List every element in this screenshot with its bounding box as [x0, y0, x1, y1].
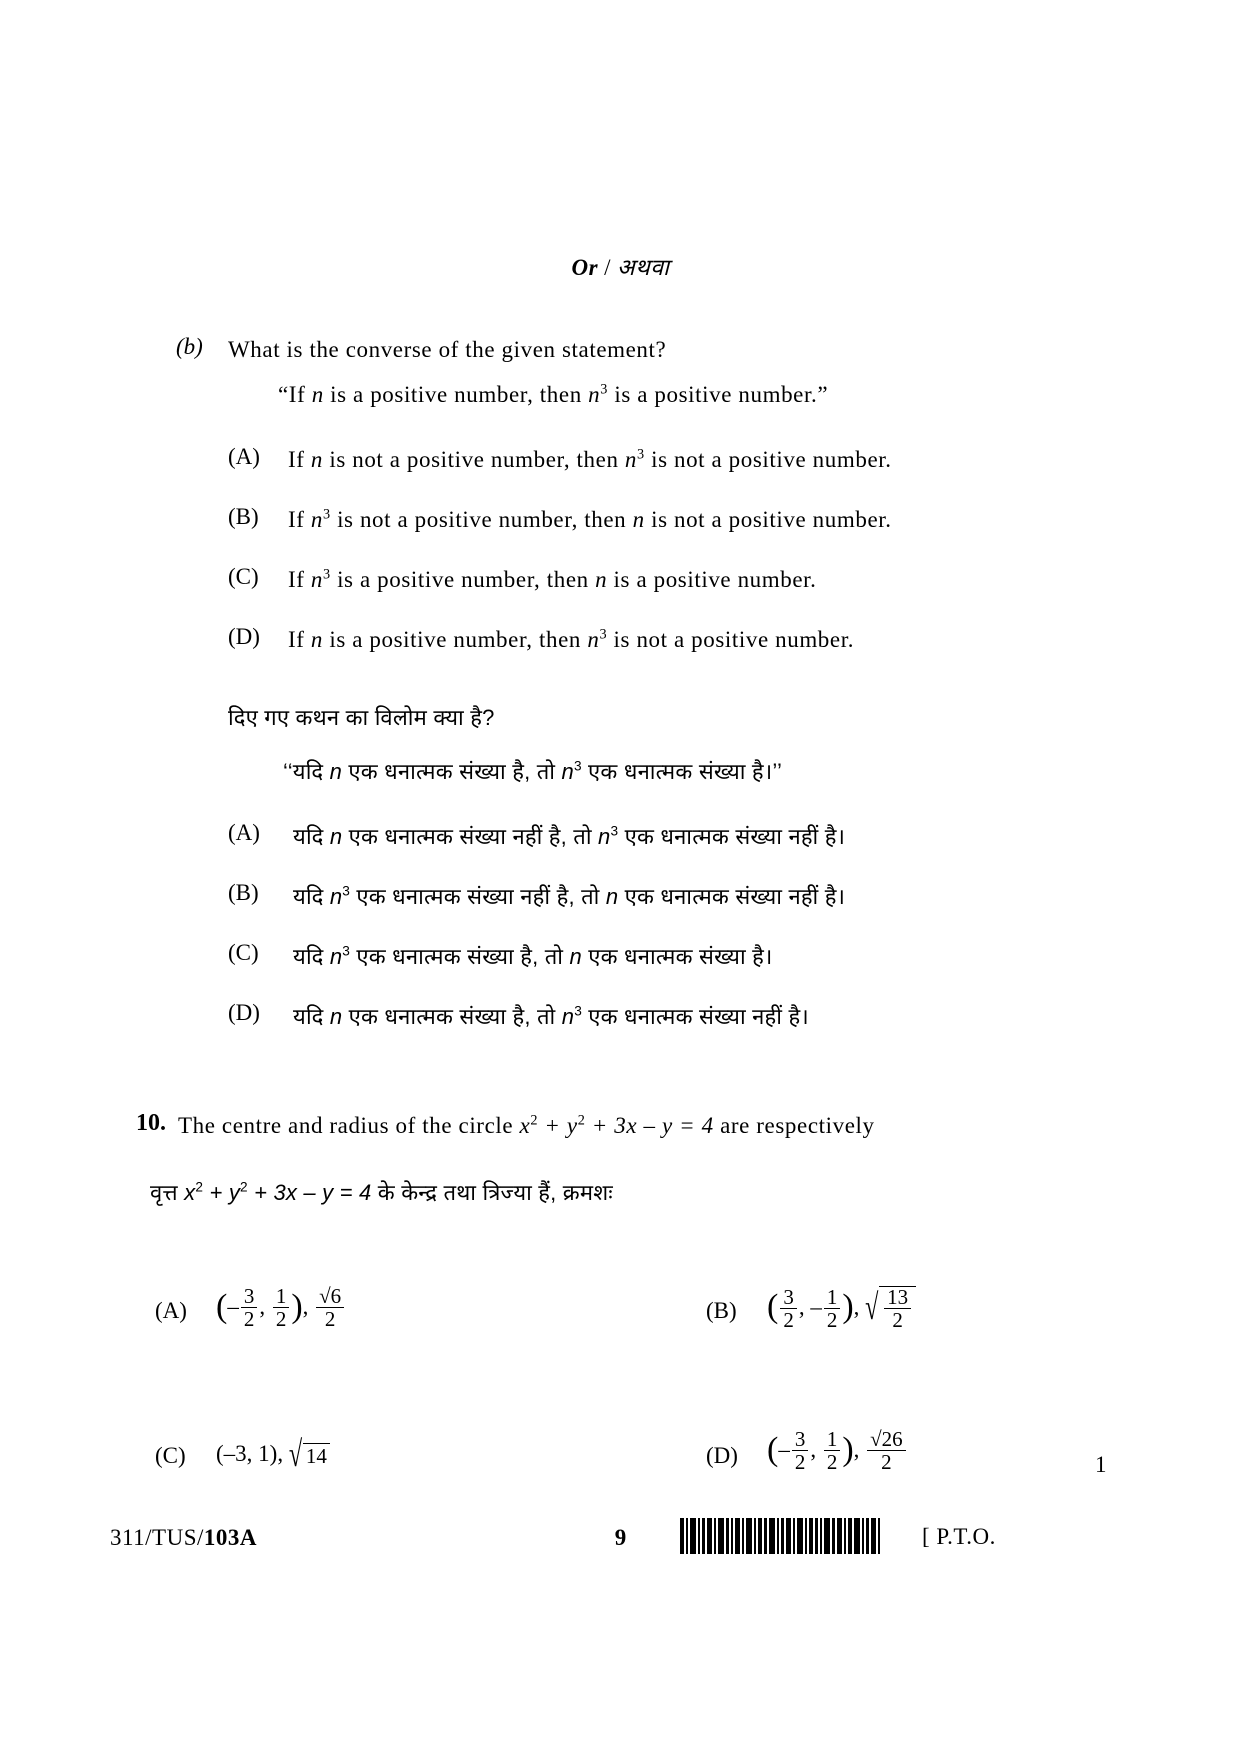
fraction-3-2-b: $\frac{3}{2}$ — [780, 1286, 797, 1331]
opt-a-hi-var1: n — [329, 824, 343, 849]
option-a-text-english[interactable] — [288, 444, 892, 475]
question-9b-quote-hindi — [283, 757, 782, 787]
fraction-sqrt26-2: $\frac{√26}{2}$ — [867, 1428, 906, 1473]
opt-c-hi-part2: एक धनात्मक संख्या है, तो — [350, 944, 570, 969]
opt-a-exp: 3 — [637, 446, 645, 463]
opt-b-hi-part1: यदि — [293, 884, 330, 909]
question-10-number: 10. — [136, 1110, 166, 1136]
option-b-text-hindi[interactable] — [293, 882, 845, 912]
opt-b-hi-part2: एक धनात्मक संख्या नहीं है, तो — [350, 884, 606, 909]
opt-b-var2: n — [632, 507, 645, 532]
opt-a-hi-var2: n — [598, 824, 611, 849]
opt-b-var1: n — [310, 507, 323, 532]
option-d-text-english[interactable] — [288, 624, 854, 655]
option-a-label-hindi[interactable]: (A) — [228, 820, 260, 845]
opt-d-part3: is not a positive number. — [607, 627, 855, 652]
fraction-1-2-d: $\frac{1}{2}$ — [824, 1428, 841, 1473]
fraction-sqrt6-2: $\frac{√6}{2}$ — [316, 1285, 344, 1330]
option-a-text-hindi[interactable] — [293, 822, 845, 852]
opt-c-hi-part1: यदि — [293, 944, 330, 969]
opt-c-hi-var1: n — [329, 944, 343, 969]
quote-hi-part3: एक धनात्मक संख्या है।’’ — [581, 759, 783, 784]
question-10-stem-english — [178, 1110, 875, 1141]
question-9b-stem-english: What is the converse of the given statement? — [228, 337, 667, 362]
option-d-text-hindi[interactable] — [293, 1002, 809, 1032]
q10-stem-hi-pre: वृत्त — [150, 1180, 185, 1205]
comma2-a: , — [302, 1293, 315, 1319]
opt-d-hi-part1: यदि — [293, 1004, 330, 1029]
paren-open-b: ( — [767, 1288, 779, 1326]
quote-part-3: is a positive number.” — [608, 382, 829, 407]
fraction-1-2-a: $\frac{1}{2}$ — [273, 1285, 290, 1330]
opt-a-part3: is not a positive number. — [644, 447, 892, 472]
quote-part-1: “If — [278, 382, 312, 407]
q10-option-d-label[interactable]: (D) — [706, 1443, 738, 1468]
paren-open-a: ( — [216, 1287, 228, 1325]
fraction-3-2-a: $\frac{3}{2}$ — [241, 1285, 258, 1330]
q10-option-a-value[interactable] — [216, 1286, 346, 1331]
option-b-text-english[interactable] — [288, 504, 892, 535]
opt-a-var2: n — [624, 447, 637, 472]
var-n-cube-base: n — [588, 382, 601, 407]
fraction-1-2-b: $\frac{1}{2}$ — [824, 1286, 841, 1331]
opt-c-part2: is a positive number, then — [330, 567, 596, 592]
opt-c-var1: n — [310, 567, 323, 592]
q10-option-d-value[interactable] — [767, 1429, 908, 1474]
opt-d-var2: n — [587, 627, 600, 652]
paper-code-prefix: 311/TUS/ — [110, 1525, 204, 1550]
opt-d-hi-exp: 3 — [574, 1003, 582, 1019]
opt-c-hi-var2: n — [569, 944, 582, 969]
option-d-label-hindi[interactable]: (D) — [228, 1000, 260, 1025]
question-10-marks: 1 — [1095, 1452, 1107, 1477]
or-separator: / — [604, 255, 611, 280]
q10-equation-hindi: $x^2 + y^2 + 3x - y = 4$ — [184, 1179, 372, 1205]
question-10-stem-hindi — [150, 1178, 613, 1208]
opt-c-part1: If — [288, 567, 311, 592]
comma2-b: , — [853, 1294, 866, 1320]
option-d-label-english[interactable]: (D) — [228, 624, 260, 649]
barcode — [680, 1518, 882, 1554]
q10-stem-post: are respectively — [713, 1113, 875, 1138]
option-b-label-hindi[interactable]: (B) — [228, 880, 259, 905]
minus-a: – — [227, 1293, 239, 1319]
opt-a-hi-part3: एक धनात्मक संख्या नहीं है। — [618, 824, 846, 849]
q10-stem-hi-post: के केन्द्र तथा त्रिज्या हैं, क्रमशः — [371, 1180, 613, 1205]
quote-hi-part2: एक धनात्मक संख्या है, तो — [342, 759, 562, 784]
opt-b-hi-part3: एक धनात्मक संख्या नहीं है। — [618, 884, 846, 909]
minus-d: – — [778, 1436, 790, 1462]
paper-code-suffix: 103A — [203, 1525, 258, 1550]
opt-a-hi-part2: एक धनात्मक संख्या नहीं है, तो — [342, 824, 599, 849]
q10-option-a-label[interactable]: (A) — [155, 1298, 187, 1323]
opt-a-part2: is not a positive number, then — [322, 447, 625, 472]
opt-b-part2: is not a positive number, then — [330, 507, 633, 532]
paren-close-b: ) — [842, 1288, 854, 1326]
opt-a-var1: n — [310, 447, 323, 472]
paren-close-a: ) — [291, 1287, 303, 1325]
opt-d-var1: n — [310, 627, 323, 652]
q10-option-b-value[interactable] — [767, 1286, 916, 1332]
pto-label: [ P.T.O. — [922, 1524, 996, 1549]
opt-d-hi-part2: एक धनात्मक संख्या है, तो — [342, 1004, 562, 1029]
q10-option-b-label[interactable]: (B) — [706, 1298, 737, 1323]
opt-b-exp: 3 — [322, 506, 331, 523]
opt-d-part1: If — [288, 627, 311, 652]
question-9b-stem-hindi: दिए गए कथन का विलोम क्या है? — [228, 705, 495, 730]
q10-option-c-value[interactable] — [216, 1441, 330, 1469]
var-n: n — [311, 382, 324, 407]
opt-c-exp: 3 — [322, 566, 331, 583]
quote-part-2: is a positive number, then — [323, 382, 589, 407]
comma-b: , – — [798, 1294, 822, 1320]
opt-d-hi-var2: n — [561, 1004, 575, 1029]
question-9b-quote-english — [278, 379, 828, 410]
paren-open-d: ( — [767, 1430, 779, 1468]
quote-hi-exp: 3 — [573, 758, 582, 774]
opt-c-hi-part3: एक धनात्मक संख्या है। — [581, 944, 773, 969]
comma-a: , — [259, 1293, 271, 1319]
opt-d-hi-var1: n — [329, 1004, 343, 1029]
opt-d-exp: 3 — [599, 626, 608, 643]
option-a-label-english[interactable]: (A) — [228, 444, 260, 469]
opt-d-part2: is a positive number, then — [322, 627, 588, 652]
opt-a-hi-exp: 3 — [610, 823, 619, 839]
or-divider — [0, 250, 1241, 282]
opt-c-var2: n — [595, 567, 608, 592]
option-c-text-hindi[interactable] — [293, 942, 773, 972]
or-label-english: Or — [571, 255, 599, 280]
radical-13-over-2: √ $\frac{13}{2}$ — [865, 1286, 916, 1332]
opt-b-hi-var2: n — [605, 884, 619, 909]
opt-c-part3: is a positive number. — [607, 567, 817, 592]
comma-d: , — [810, 1436, 822, 1462]
exponent-3: 3 — [600, 381, 609, 398]
or-label-hindi: अथवा — [616, 255, 670, 280]
page-number: 9 — [614, 1525, 627, 1550]
quote-hi-part1: ‘‘यदि — [283, 759, 330, 784]
opt-b-part1: If — [288, 507, 311, 532]
opt-c-hi-exp: 3 — [342, 943, 351, 959]
opt-d-hi-part3: एक धनात्मक संख्या नहीं है। — [581, 1004, 809, 1029]
opt-b-part3: is not a positive number. — [644, 507, 892, 532]
opt-b-hi-exp: 3 — [342, 883, 351, 899]
question-9b-label: (b) — [176, 334, 203, 359]
comma2-d: , — [853, 1436, 866, 1462]
option-b-label-english[interactable]: (B) — [228, 504, 259, 529]
q10-equation: $x^2 + y^2 + 3x - y = 4$ — [519, 1112, 714, 1138]
opt-a-part1: If — [288, 447, 311, 472]
option-c-label-english[interactable]: (C) — [228, 564, 259, 589]
opt-a-hi-part1: यदि — [293, 824, 330, 849]
quote-hi-var2: n — [561, 759, 574, 784]
q10-option-c-label[interactable]: (C) — [155, 1443, 186, 1468]
q10-stem-pre: The centre and radius of the circle — [178, 1113, 520, 1138]
radical-14: √ 14 — [289, 1443, 330, 1469]
quote-hi-var1: n — [329, 759, 343, 784]
opt-b-hi-var1: n — [329, 884, 343, 909]
q10-c-centre: (–3, 1), — [216, 1441, 284, 1466]
option-c-label-hindi[interactable]: (C) — [228, 940, 259, 965]
paren-close-d: ) — [842, 1430, 854, 1468]
option-c-text-english[interactable] — [288, 564, 817, 595]
fraction-3-2-d: $\frac{3}{2}$ — [792, 1428, 809, 1473]
